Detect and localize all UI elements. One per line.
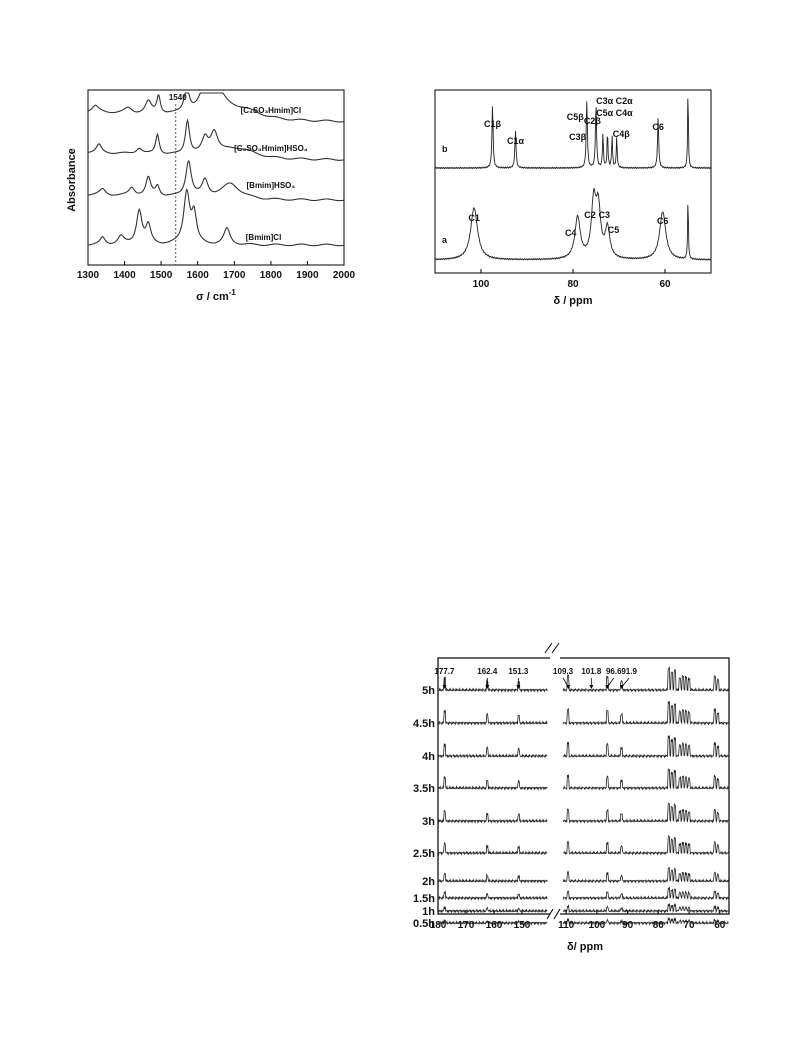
- nmr-time-annotation-0: 177.7: [434, 667, 455, 676]
- nmr-time-trace-4-seg-1: [563, 803, 728, 822]
- nmr-time-x-tick-label-0: 180: [429, 920, 447, 931]
- nmr-time-annotation-5: 96.6: [605, 667, 622, 676]
- nmr-time-row-label-4: 3h: [422, 816, 435, 828]
- nmr-b-peak-label-8: C6: [652, 122, 664, 132]
- ir-x-tick-label-2: 1500: [150, 270, 173, 281]
- nmr-time-row-label-5: 2.5h: [412, 848, 435, 860]
- nmr-time-annotation-2: 151.3: [508, 667, 529, 676]
- nmr-time-annotation-3: 109.3: [553, 667, 574, 676]
- nmr-a-peak-label-1: C2: [584, 210, 596, 220]
- nmr-time-x-axis-label: δ/ ppm: [566, 941, 604, 953]
- ir-spectrum-curve-3: [88, 190, 344, 246]
- nmr-time-trace-8-seg-1: [563, 904, 728, 913]
- nmr-b-peak-label-7: C4β: [612, 129, 630, 139]
- nmr-time-x-tick-label-4: 110: [558, 920, 575, 931]
- ir-spectra-chart: [60, 80, 356, 310]
- nmr-time-annotation-arrowhead-4: [589, 685, 593, 689]
- nmr-ab-x-tick-label-0: 100: [472, 279, 490, 290]
- nmr-time-annotation-6: 91.9: [621, 667, 637, 676]
- nmr-time-trace-1-seg-0: [438, 710, 547, 724]
- axis-break-gap: [550, 650, 560, 920]
- nmr-time-row-label-9: 0.5h: [412, 918, 435, 930]
- nmr-time-x-tick-label-6: 90: [622, 920, 634, 931]
- nmr-time-trace-2-seg-0: [438, 744, 547, 758]
- nmr-time-row-label-3: 3.5h: [412, 783, 435, 795]
- nmr-time-chart: [395, 640, 740, 955]
- ir-x-tick-label-3: 1600: [186, 270, 209, 281]
- nmr-a-peak-label-3: C4: [564, 228, 577, 238]
- ir-series-label-3: [Bmim]Cl: [245, 233, 282, 242]
- nmr-a-peak-label-4: C5: [607, 225, 620, 235]
- ir-x-tick-label-6: 1900: [296, 270, 319, 281]
- nmr-b-peak-label-6: C5α C4α: [596, 108, 633, 118]
- ir-x-tick-label-4: 1700: [223, 270, 246, 281]
- nmr-time-trace-7-seg-0: [438, 892, 547, 900]
- ir-x-tick-label-7: 2000: [332, 270, 356, 281]
- nmr-time-row-label-1: 4.5h: [412, 718, 435, 730]
- nmr-ab-figure: [425, 80, 715, 310]
- ir-series-label-2: [Bmim]HSO₄: [246, 181, 296, 190]
- ir-marker-label: 1540: [168, 93, 187, 102]
- nmr-time-annotation-1: 162.4: [477, 667, 498, 676]
- nmr-time-trace-8-seg-0: [438, 907, 547, 913]
- nmr-trace-tag-a: a: [442, 235, 448, 245]
- nmr-time-row-label-7: 1.5h: [412, 893, 435, 905]
- nmr-time-trace-6-seg-0: [438, 873, 547, 882]
- nmr-time-trace-5-seg-1: [563, 836, 728, 854]
- nmr-time-trace-4-seg-0: [438, 811, 547, 823]
- nmr-b-peak-label-1: C1α: [506, 136, 525, 146]
- nmr-time-row-label-2: 4h: [422, 751, 435, 763]
- nmr-time-annotation-4: 101.8: [581, 667, 602, 676]
- nmr-time-row-label-8: 1h: [422, 906, 435, 918]
- ir-series-label-1: [C₄SO₃Hmim]HSO₄: [234, 144, 308, 153]
- nmr-time-row-label-0: 5h: [422, 685, 435, 697]
- ir-x-axis-label: σ / $cm^{-1}$: [196, 288, 236, 303]
- nmr-time-x-tick-label-3: 150: [513, 920, 531, 931]
- nmr-time-trace-0-seg-0: [438, 677, 547, 691]
- ir-y-axis-label: Absorbance: [66, 148, 78, 212]
- nmr-ab-x-tick-label-1: 80: [567, 279, 579, 290]
- nmr-ab-x-axis-label: δ / ppm: [553, 295, 593, 307]
- nmr-b-peak-label-0: C1β: [484, 119, 501, 129]
- nmr-a-peak-label-0: C1: [468, 213, 480, 223]
- nmr-b-peak-label-4: C3β: [569, 132, 587, 142]
- ir-x-tick-label-1: 1400: [113, 270, 136, 281]
- nmr-a-peak-label-5: C6: [656, 216, 669, 226]
- nmr-time-x-tick-label-1: 170: [457, 920, 475, 931]
- ir-x-tick-label-5: 1800: [259, 270, 282, 281]
- nmr-time-trace-1-seg-1: [563, 701, 728, 724]
- ir-x-tick-label-0: 1300: [76, 270, 100, 281]
- nmr-b-peak-label-2: C5β: [566, 112, 584, 122]
- nmr-b-peak-label-5: C3α C2α: [596, 96, 633, 106]
- nmr-time-trace-6-seg-1: [563, 868, 728, 883]
- nmr-b-peak-label-3: C2β: [583, 116, 601, 126]
- nmr-trace-tag-b: b: [442, 144, 448, 154]
- nmr-time-figure: [395, 640, 740, 955]
- nmr-time-trace-3-seg-0: [438, 776, 547, 789]
- nmr-time-x-tick-label-7: 80: [652, 920, 664, 931]
- ir-spectrum-curve-1: [88, 120, 344, 160]
- nmr-ab-chart: [425, 80, 715, 310]
- nmr-time-x-tick-label-2: 160: [485, 920, 503, 931]
- nmr-time-x-tick-label-9: 60: [714, 920, 726, 931]
- nmr-ab-x-tick-label-2: 60: [659, 279, 671, 290]
- ir-spectrum-curve-0: [88, 93, 344, 122]
- ir-spectrum-curve-2: [88, 161, 344, 201]
- nmr-time-row-label-6: 2h: [422, 876, 435, 888]
- nmr-a-peak-label-2: C3: [598, 210, 611, 220]
- nmr-time-x-tick-label-8: 70: [683, 920, 695, 931]
- nmr-time-trace-7-seg-1: [563, 887, 728, 899]
- nmr-trace-a: [435, 188, 710, 260]
- nmr-time-x-tick-label-5: 100: [588, 920, 606, 931]
- ir-series-label-0: [C₄SO₃Hmim]Cl: [240, 106, 302, 115]
- ir-spectra-figure: [60, 80, 356, 310]
- nmr-time-trace-3-seg-1: [563, 769, 728, 789]
- nmr-time-trace-2-seg-1: [563, 736, 728, 758]
- nmr-time-trace-5-seg-0: [438, 843, 547, 855]
